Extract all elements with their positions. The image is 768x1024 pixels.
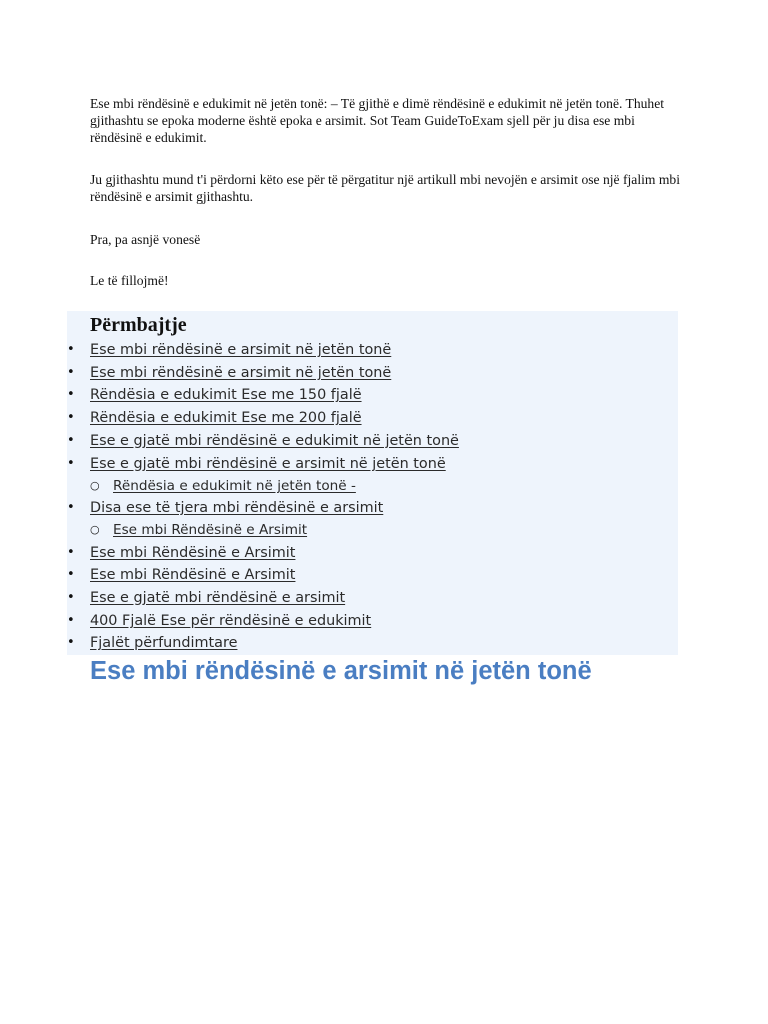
circle-bullet-icon: ○: [90, 523, 100, 536]
bullet-icon: •: [67, 365, 75, 380]
toc-link[interactable]: Rëndësia e edukimit Ese me 150 fjalë: [90, 387, 362, 403]
toc-item[interactable]: [67, 542, 296, 564]
toc-link[interactable]: Ese mbi Rëndësinë e Arsimit: [90, 545, 296, 561]
toc-link[interactable]: Rëndësia e edukimit Ese me 200 fjalë: [90, 410, 362, 426]
bullet-icon: •: [67, 433, 75, 448]
toc-link[interactable]: Fjalët përfundimtare: [90, 635, 238, 651]
toc-item[interactable]: [67, 407, 362, 429]
toc-link[interactable]: Ese mbi Rëndësinë e Arsimit: [90, 567, 296, 583]
bullet-icon: •: [67, 387, 75, 402]
no-delay-paragraph: Pra, pa asnjë vonesë: [90, 232, 201, 247]
toc-item[interactable]: [67, 384, 362, 406]
bullet-icon: •: [67, 456, 75, 471]
intro-paragraph: Ese mbi rëndësinë e edukimit në jetën tonë: – Të gjithë e dimë rëndësinë e edukimit në jetën tonë. Thuhet gjithashtu se epoka moderne është epoka e arsimit. Sot Team GuideToExam sjell për ju disa ese mbi rëndësinë e edukimit.: [90, 96, 665, 145]
toc-link[interactable]: Ese mbi rëndësinë e arsimit në jetën tonë: [90, 365, 392, 381]
section-heading: Ese mbi rëndësinë e arsimit në jetën tonë: [90, 657, 592, 685]
toc-subitem[interactable]: [90, 519, 308, 541]
bullet-icon: •: [67, 342, 75, 357]
usage-paragraph: Ju gjithashtu mund t'i përdorni këto ese për të përgatitur një artikull mbi nevojën e arsimit ose një fjalim mbi rëndësinë e arsimit gjithashtu.: [90, 172, 680, 204]
toc-title: Përmbajtje: [90, 314, 187, 336]
toc-link[interactable]: 400 Fjalë Ese për rëndësinë e edukimit: [90, 613, 372, 629]
circle-bullet-icon: ○: [90, 479, 100, 492]
toc-link[interactable]: Ese mbi Rëndësinë e Arsimit: [113, 522, 308, 538]
bullet-icon: •: [67, 613, 75, 628]
toc-item[interactable]: [67, 339, 392, 361]
bullet-icon: •: [67, 567, 75, 582]
toc-item[interactable]: [67, 362, 392, 384]
lets-start-paragraph: Le të fillojmë!: [90, 273, 169, 288]
bullet-icon: •: [67, 590, 75, 605]
toc-link[interactable]: Ese e gjatë mbi rëndësinë e arsimit në jetën tonë: [90, 456, 446, 472]
bullet-icon: •: [67, 545, 75, 560]
toc-item[interactable]: [67, 564, 296, 586]
toc-link[interactable]: Disa ese të tjera mbi rëndësinë e arsimit: [90, 500, 384, 516]
toc-subitem[interactable]: [90, 475, 356, 497]
toc-item[interactable]: [67, 453, 446, 475]
toc-item[interactable]: [67, 632, 238, 654]
toc-item[interactable]: [67, 430, 459, 452]
toc-link[interactable]: Ese e gjatë mbi rëndësinë e arsimit: [90, 590, 346, 606]
bullet-icon: •: [67, 500, 75, 515]
bullet-icon: •: [67, 635, 75, 650]
toc-link[interactable]: Ese e gjatë mbi rëndësinë e edukimit në jetën tonë: [90, 433, 459, 449]
toc-item[interactable]: [67, 497, 384, 519]
toc-item[interactable]: [67, 610, 372, 632]
toc-item[interactable]: [67, 587, 346, 609]
toc-link[interactable]: Rëndësia e edukimit në jetën tonë -: [113, 478, 356, 494]
toc-link[interactable]: Ese mbi rëndësinë e arsimit në jetën tonë: [90, 342, 392, 358]
bullet-icon: •: [67, 410, 75, 425]
